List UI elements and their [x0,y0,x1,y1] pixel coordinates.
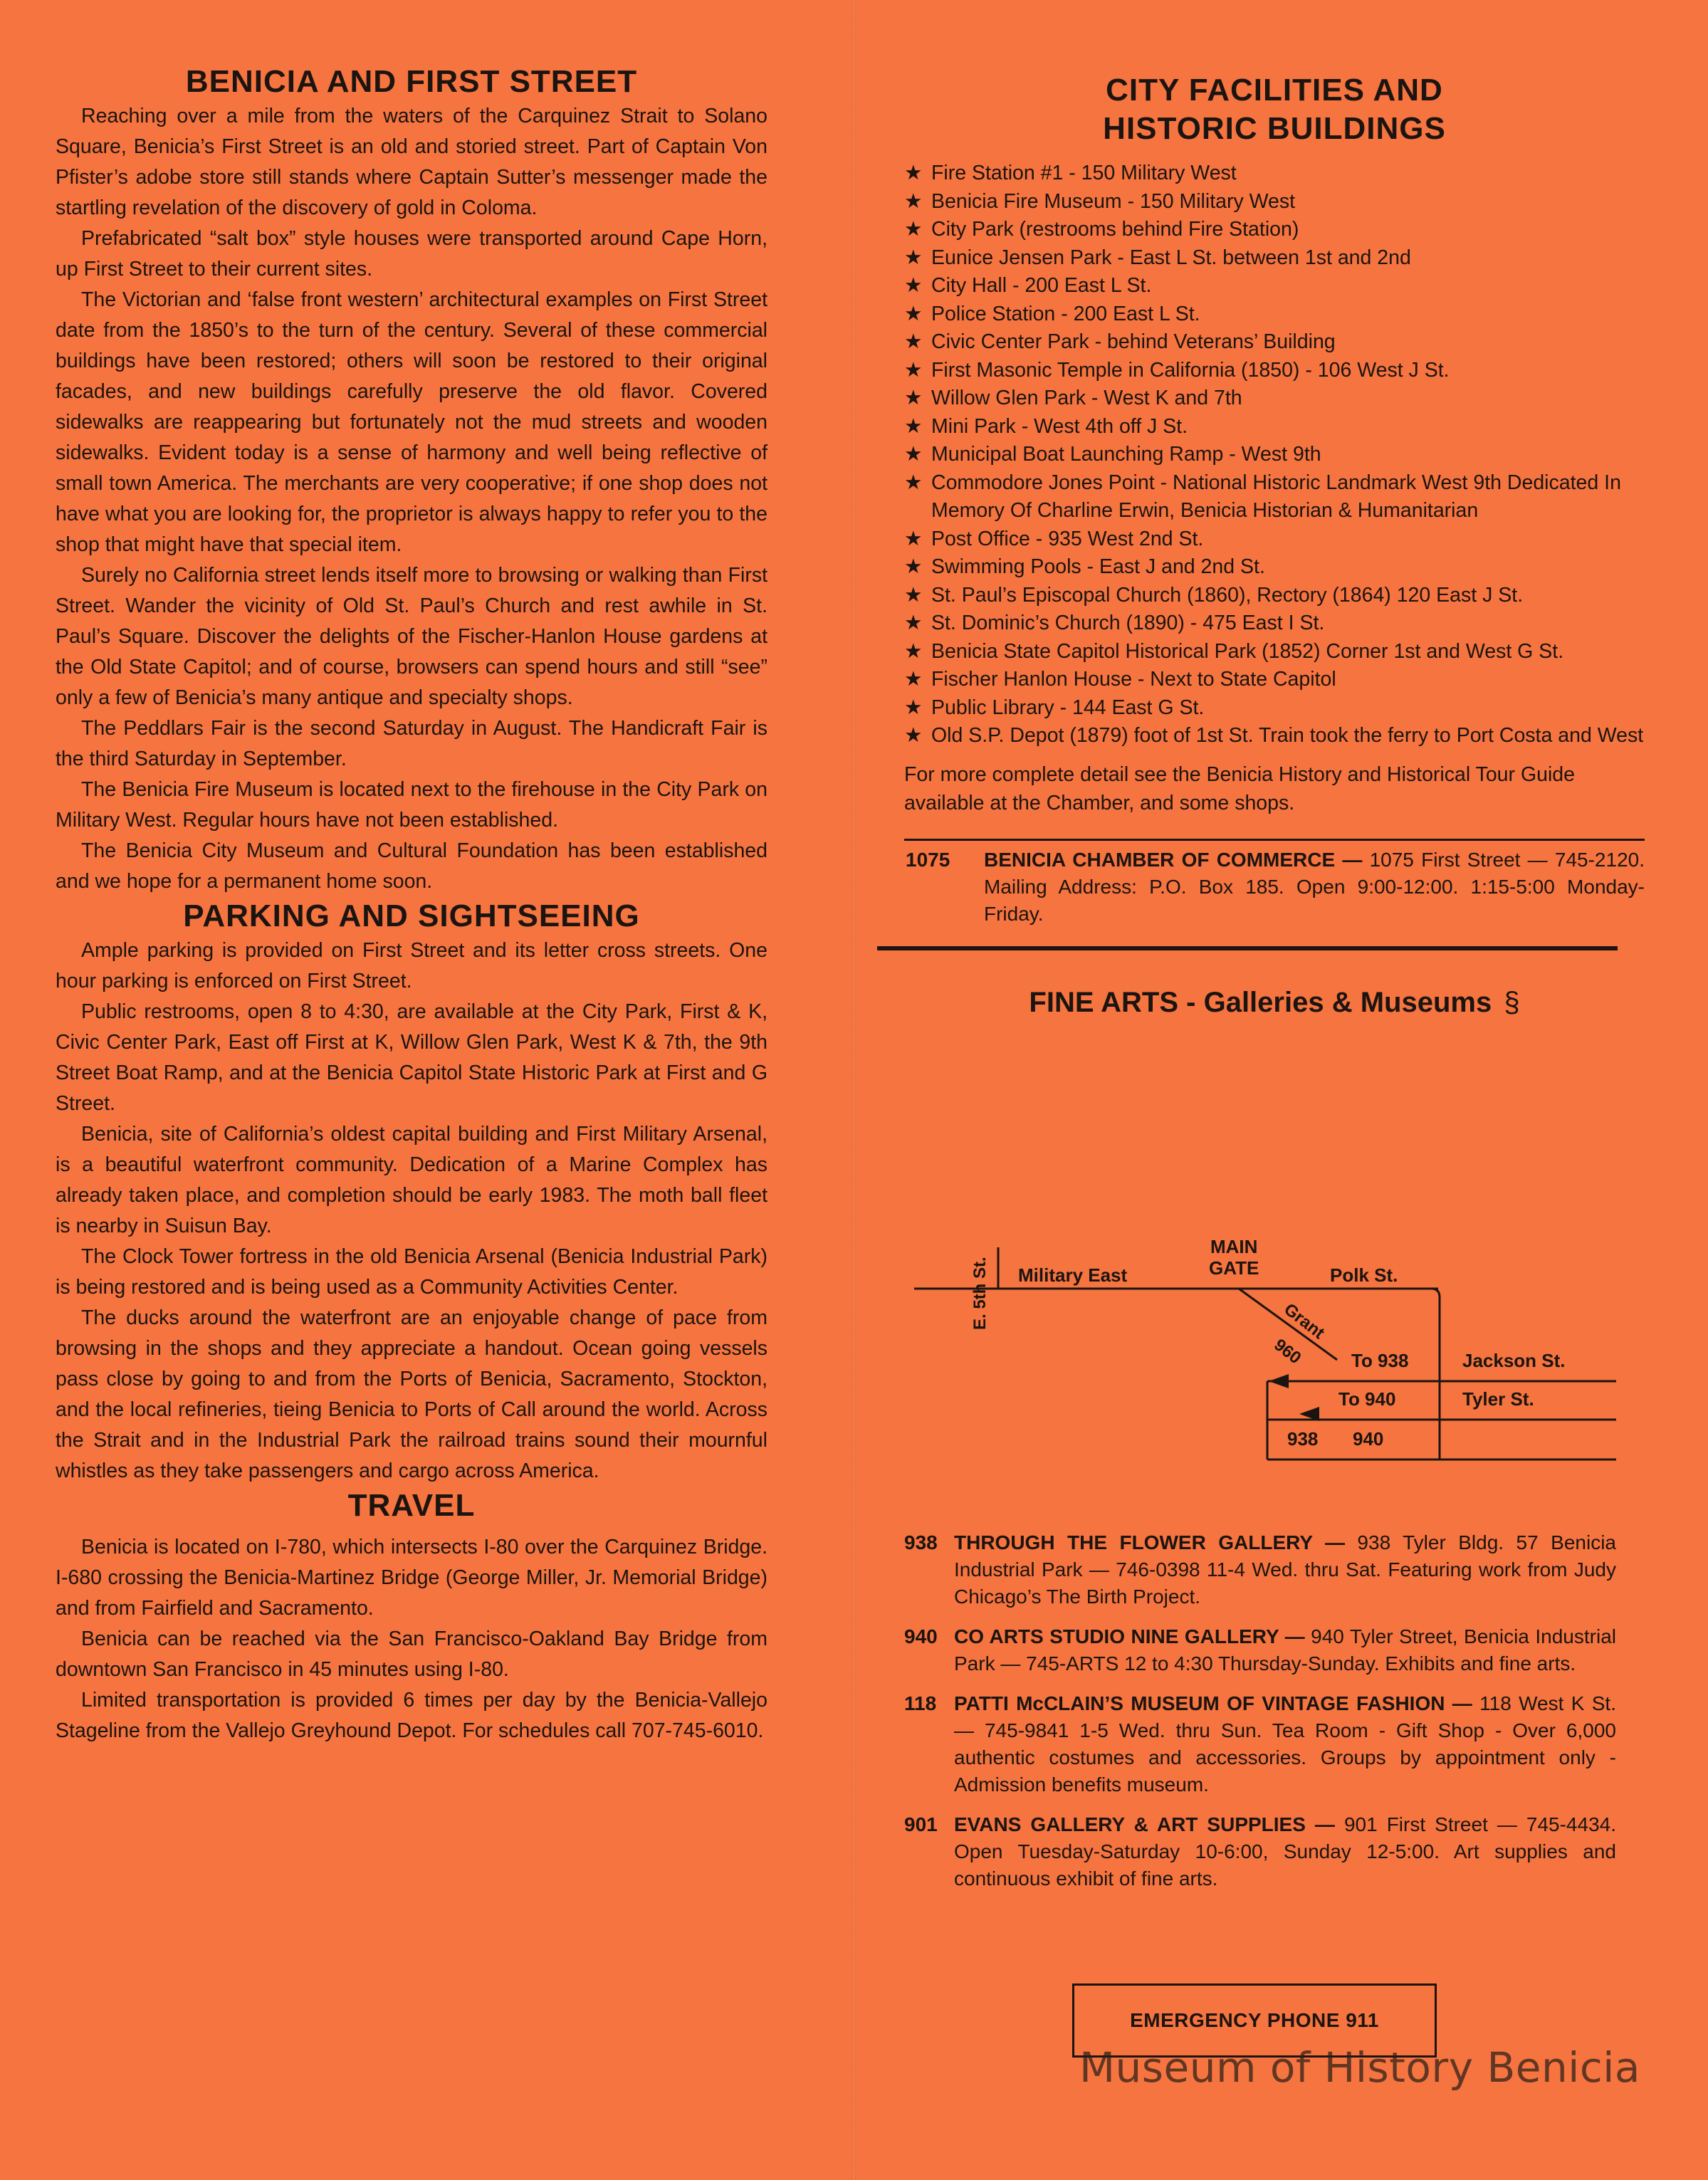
list-item: 940 CO ARTS STUDIO NINE GALLERY — 940 Tyler Street, Benicia Industrial Park — 745-ARTS 12 to 4:30 Thursday-Sunday. Exhibits and fine arts. [904,1625,1616,1675]
star-icon: ★ [904,696,923,719]
travel-text [56,1532,767,1746]
benicia-text [56,101,767,897]
facilities-title-line2: HISTORIC BUILDINGS [1103,111,1446,146]
facilities-title-line1: CITY FACILITIES AND [1106,73,1443,108]
star-icon: ★ [904,555,923,578]
paragraph: The Victorian and ‘false front western’ architectural examples on First Street date from the 1850’s to the turn of the century. Several of these commercial buildings have been restored; others will soon be restored to their original facades, and new buildings carefully preserve the old flavor. Covered sidewalks are reappearing but fortunately not the mud streets and wooden sidewalks. Evident today is a sense of harmony and well being reflective of small town America. The merchants are very cooperative; if one shop does not have what you are looking for, the proprietor is always happy to refer you to the shop that might have that special item. [56,288,767,556]
star-icon: ★ [904,668,923,691]
paragraph: Prefabricated “salt box” style houses were transported around Cape Horn, up First Street to their current sites. [56,227,767,281]
facilities-list [904,159,1645,750]
star-icon: ★ [904,330,923,353]
940-label: 940 [1353,1428,1384,1450]
section-title-travel: TRAVEL [347,1488,476,1523]
star-icon: ★ [904,358,923,382]
list-item: ★ Old S.P. Depot (1879) foot of 1st St. Train took the ferry to Port Costa and West [904,722,1645,750]
star-icon: ★ [904,162,923,184]
star-icon: ★ [904,724,923,747]
list-item: ★ Post Office - 935 West 2nd St. [904,525,1645,554]
gallery-location-map [904,1225,1630,1481]
list-item: ★ Fire Station #1 - 150 Military West [904,159,1645,188]
polk-label: Polk St. [1330,1264,1398,1286]
960-label: 960 [1270,1335,1305,1368]
list-item: ★ Fischer Hanlon House - Next to State Capitol [904,666,1645,694]
parking-text [56,936,767,1487]
list-item: ★ Swimming Pools - East J and 2nd St. [904,553,1645,582]
list-item: ★ Mini Park - West 4th off J St. [904,413,1645,441]
star-icon: ★ [904,583,923,607]
chamber-number: 1075 [906,848,950,871]
section-title-fine-arts: FINE ARTS - Galleries & Museums § [1029,986,1520,1018]
to-940-label: To 940 [1338,1388,1396,1410]
list-item: ★ Willow Glen Park - West K and 7th [904,384,1645,413]
938-label: 938 [1287,1428,1319,1450]
star-icon: ★ [904,414,923,438]
paragraph: The Peddlars Fair is the second Saturday in August. The Handicraft Fair is the third Saturday in September. [56,717,767,770]
chamber-text: 1075 First Street — 745-2120. Mailing Address: P.O. Box 185. Open 9:00-12:00. 1:15-5:00 Monday-Friday. [984,848,1645,925]
paragraph: Limited transportation is provided 6 times per day by the Benicia-Vallejo Stageline from the Vallejo Greyhound Depot. For schedules call 707-745-6010. [56,1689,767,1742]
paragraph: The ducks around the waterfront are an enjoyable change of pace from browsing in the shops and they appreciate a handout. Ocean going vessels pass close by going to and from the Ports of Benicia, Sacramento, Stockton, and the local refineries, tieing Benicia to Ports of Call around the world. Across the Strait and in the Industrial Park the railroad trains sound their mournful whistles as they take passengers and cargo across America. [56,1306,767,1482]
left-column [56,63,767,1746]
paragraph: Surely no California street lends itself more to browsing or walking than First Street. Wander the vicinity of Old St. Paul’s Church and rest awhile in St. Paul’s Square. Discover the delights of the Fischer-Hanlon House gardens at the Old State Capitol; and of course, browsers can spend hours and still “see” only a few of Benicia’s many antique and specialty shops. [56,564,767,709]
star-icon: ★ [904,612,923,634]
facilities-note: For more complete detail see the Benicia History and Historical Tour Guide available at the Chamber, and some shops. [904,763,1575,814]
list-item: ★ St. Paul’s Episcopal Church (1860), Rectory (1864) 120 East J St. [904,582,1645,610]
list-item: ★ Municipal Boat Launching Ramp - West 9th [904,441,1645,469]
section-symbol: § [1504,986,1520,1018]
list-item: ★ Benicia State Capitol Historical Park (1852) Corner 1st and West G St. [904,638,1645,666]
list-item: ★ Commodore Jones Point - National Historic Landmark West 9th Dedicated In Memory Of Charline Erwin, Benicia Historian & Humanitarian [904,469,1645,525]
list-item: ★ First Masonic Temple in California (1850) - 106 West J St. [904,357,1645,385]
paragraph: Ample parking is provided on First Street and its letter cross streets. One hour parking is enforced on First Street. [56,939,767,992]
list-item: 901 EVANS GALLERY & ART SUPPLIES — 901 First Street — 745-4434. Open Tuesday-Saturday 10-6:00, Sunday 12-5:00. Art supplies and continuous exhibit of fine arts. [904,1813,1616,1890]
divider [877,946,1618,950]
list-item: ★ City Hall - 200 East L St. [904,272,1645,300]
to-938-label: To 938 [1351,1350,1409,1371]
list-item: ★ Civic Center Park - behind Veterans’ Building [904,328,1645,357]
star-icon: ★ [904,246,923,269]
watermark: Museum of History Benicia [1079,2043,1640,2092]
star-icon: ★ [904,274,923,297]
arrow-to-938 [1269,1374,1289,1388]
main-label: MAIN [1210,1236,1258,1257]
paragraph: Benicia is located on I-780, which intersects I-80 over the Carquinez Bridge. I-680 crossing the Benicia-Martinez Bridge (George Miller, Jr. Memorial Bridge) and from Fairfield and Sacramento. [56,1536,767,1620]
page-fold [852,0,856,2180]
star-icon: ★ [904,639,923,663]
star-icon: ★ [904,302,923,325]
emergency-phone-box: EMERGENCY PHONE 911 [1072,1984,1437,2058]
paragraph: Reaching over a mile from the waters of the Carquinez Strait to Solano Square, Benicia’s First Street is an old and storied street. Part of Captain Von Pfister’s adobe store still stands where Captain Sutter’s messenger made the startling revelation of the discovery of gold in Coloma. [56,105,767,219]
list-item: ★ Benicia Fire Museum - 150 Military West [904,188,1645,216]
list-item: 938 THROUGH THE FLOWER GALLERY — 938 Tyler Bldg. 57 Benicia Industrial Park — 746-0398 11-4 Wed. thru Sat. Featuring work from Judy Chicago’s The Birth Project. [904,1531,1616,1608]
paragraph: The Benicia Fire Museum is located next to the firehouse in the City Park on Military West. Regular hours have not been established. [56,778,767,832]
star-icon: ★ [904,471,923,494]
star-icon: ★ [904,189,923,213]
star-icon: ★ [904,527,923,550]
paragraph: The Clock Tower fortress in the old Benicia Arsenal (Benicia Industrial Park) is being restored and is being used as a Community Activities Center. [56,1245,767,1299]
list-item: ★ City Park (restrooms behind Fire Station) [904,216,1645,244]
section-title-parking: PARKING AND SIGHTSEEING [183,898,640,933]
paragraph: Benicia, site of California’s oldest capital building and First Military Arsenal, is a beautiful waterfront community. Dedication of a Marine Complex has already taken place, and completion should be early 1983. The moth ball fleet is nearby in Suisun Bay. [56,1123,767,1237]
section-title-facilities [904,71,1645,148]
military-east-label: Military East [1018,1264,1128,1286]
jackson-label: Jackson St. [1462,1350,1566,1371]
tyler-label: Tyler St. [1462,1388,1534,1410]
paragraph: The Benicia City Museum and Cultural Foundation has been established and we hope for a permanent home soon. [56,839,767,893]
chamber-entry [904,847,1645,928]
star-icon: ★ [904,387,923,409]
list-item: ★ St. Dominic’s Church (1890) - 475 East I St. [904,609,1645,638]
star-icon: ★ [904,218,923,241]
star-icon: ★ [904,443,923,466]
list-item: ★ Eunice Jensen Park - East L St. between 1st and 2nd [904,244,1645,273]
section-title-benicia: BENICIA AND FIRST STREET [185,64,638,99]
list-item: 118 PATTI McCLAIN’S MUSEUM OF VINTAGE FASHION — 118 West K St. — 745-9841 1-5 Wed. thru Sun. Tea Room - Gift Shop - Over 6,000 authentic costumes and accessories. Groups by appointment only - Admission benefits museum. [904,1692,1616,1796]
chamber-name: BENICIA CHAMBER OF COMMERCE — [984,848,1363,871]
paragraph: Public restrooms, open 8 to 4:30, are available at the City Park, First & K, Civic Center Park, East off First at K, Willow Glen Park, West K & 7th, the 9th Street Boat Ramp, and at the Benicia Capitol State Historic Park at First and G Street. [56,1000,767,1115]
gate-label: GATE [1209,1257,1259,1279]
right-column [904,71,1645,1022]
list-item: ★ Public Library - 144 East G St. [904,694,1645,723]
list-item: ★ Police Station - 200 East L St. [904,300,1645,329]
gallery-list [904,1529,1616,1892]
divider [904,839,1645,841]
e5th-label: E. 5th St. [970,1257,990,1330]
grant-label: Grant [1280,1299,1329,1343]
paragraph: Benicia can be reached via the San Francisco-Oakland Bay Bridge from downtown San Francisco in 45 minutes using I-80. [56,1628,767,1681]
